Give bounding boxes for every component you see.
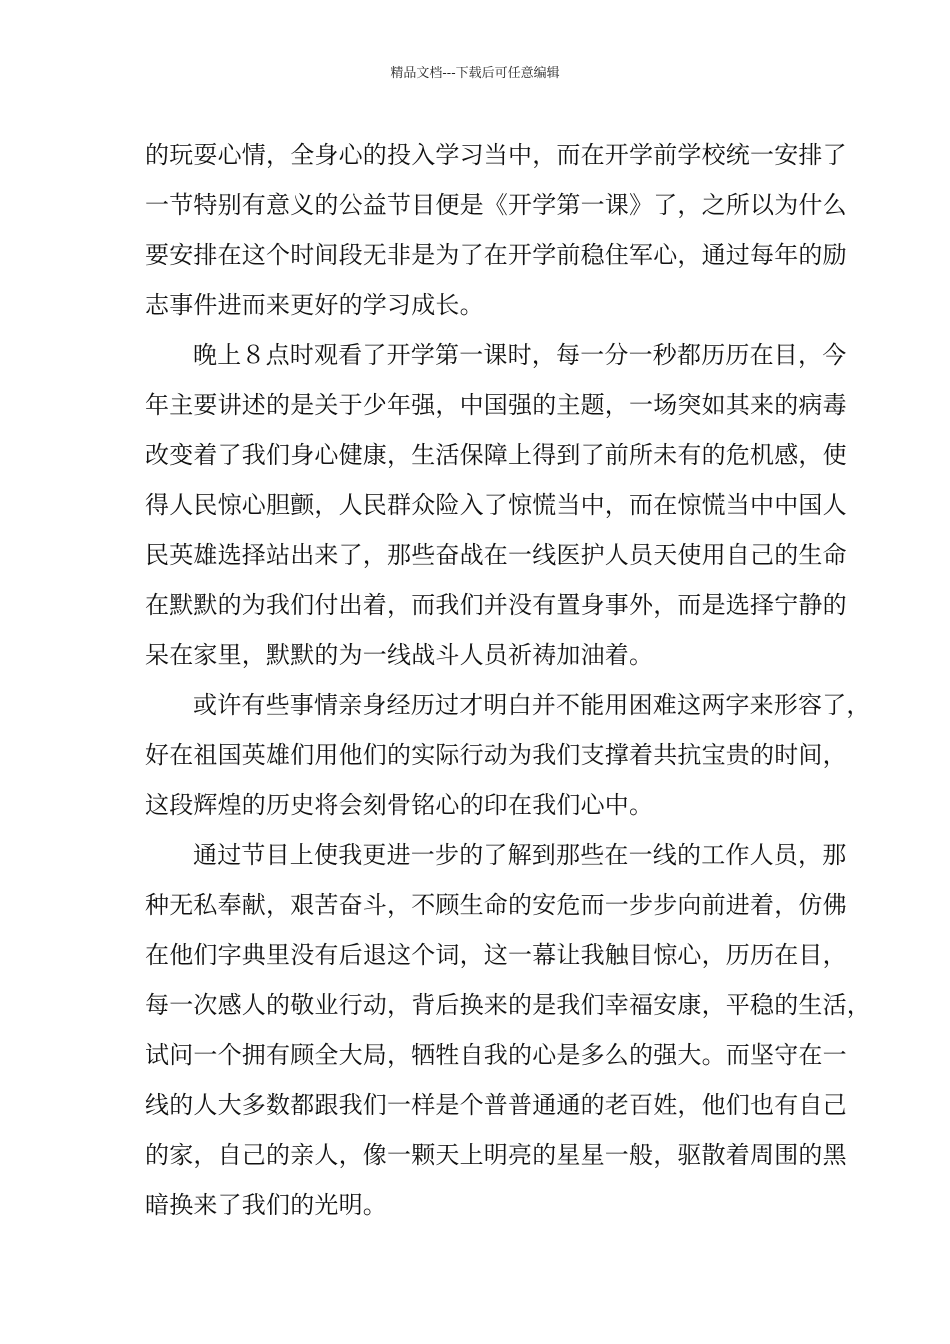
paragraph-line: 种无私奉献，艰苦奋斗，不顾生命的安危而一步步向前进着，仿佛 [145,891,847,919]
paragraph-line: 一节特别有意义的公益节目便是《开学第一课》了，之所以为什么 [145,191,847,219]
paragraph-line: 暗换来了我们的光明。 [145,1191,387,1219]
paragraph-line: 在默默的为我们付出着，而我们并没有置身事外，而是选择宁静的 [145,591,847,619]
paragraph-line: 晚上８点时观看了开学第一课时，每一分一秒都历历在目，今 [193,341,847,369]
paragraph-line: 好在祖国英雄们用他们的实际行动为我们支撑着共抗宝贵的时间， [145,741,847,769]
paragraph-line: 或许有些事情亲身经历过才明白并不能用困难这两字来形容了， [193,691,871,719]
page-header: 精品文档---下载后可任意编辑 [390,66,560,81]
paragraph-line: 要安排在这个时间段无非是为了在开学前稳住军心，通过每年的励 [145,241,847,269]
paragraph-line: 试问一个拥有顾全大局，牺牲自我的心是多么的强大。而坚守在一 [145,1041,847,1069]
paragraph-line: 得人民惊心胆颤，人民群众险入了惊慌当中，而在惊慌当中中国人 [145,491,847,519]
paragraph-line: 这段辉煌的历史将会刻骨铭心的印在我们心中。 [145,791,654,819]
paragraph-line: 的玩耍心情，全身心的投入学习当中，而在开学前学校统一安排了 [145,141,847,169]
paragraph-line: 民英雄选择站出来了，那些奋战在一线医护人员天使用自己的生命 [145,541,847,569]
paragraph-line: 的家，自己的亲人，像一颗天上明亮的星星一般，驱散着周围的黑 [145,1141,847,1169]
paragraph-line: 年主要讲述的是关于少年强，中国强的主题，一场突如其来的病毒 [145,391,847,419]
document-body [145,130,871,1230]
paragraph-line: 改变着了我们身心健康，生活保障上得到了前所未有的危机感，使 [145,441,847,469]
paragraph-line: 在他们字典里没有后退这个词，这一幕让我触目惊心，历历在目， [145,941,847,969]
paragraph-line: 每一次感人的敬业行动，背后换来的是我们幸福安康，平稳的生活， [145,991,871,1019]
paragraph-line: 呆在家里，默默的为一线战斗人员祈祷加油着。 [145,641,654,669]
paragraph-line: 志事件进而来更好的学习成长。 [145,291,484,319]
paragraph-line: 通过节目上使我更进一步的了解到那些在一线的工作人员，那 [193,841,847,869]
paragraph-line: 线的人大多数都跟我们一样是个普普通通的老百姓，他们也有自己 [145,1091,847,1119]
